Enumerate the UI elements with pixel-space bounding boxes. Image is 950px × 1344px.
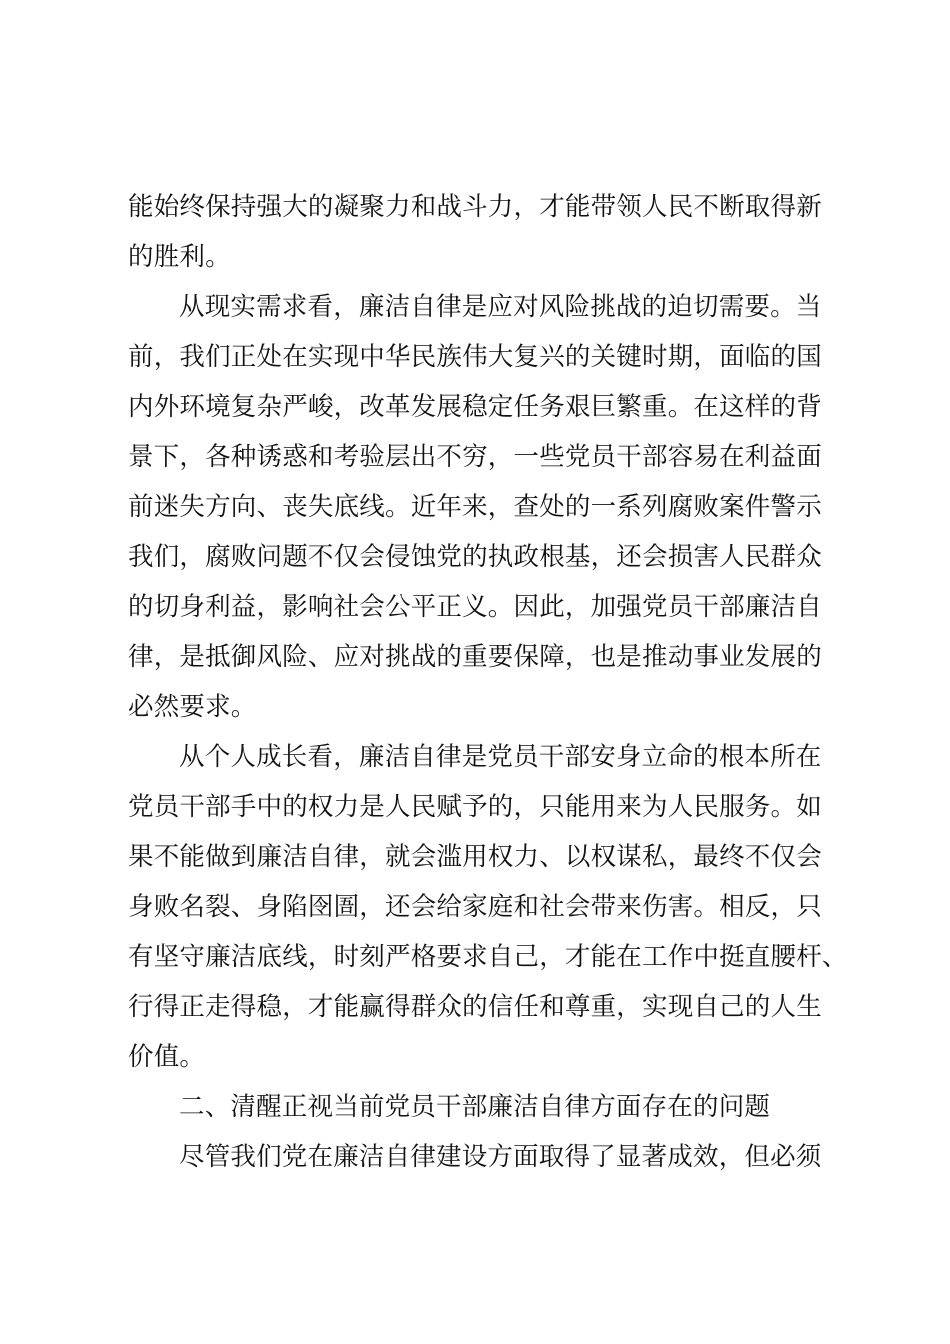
text-line: 行得正走得稳，才能赢得群众的信任和尊重，实现自己的人生 [128, 992, 822, 1022]
text-line: 前迷失方向、丧失底线。近年来，查处的一系列腐败案件警示 [128, 492, 822, 522]
text-line: 我们，腐败问题不仅会侵蚀党的执政根基，还会损害人民群众 [128, 542, 822, 572]
text-line: 律，是抵御风险、应对挑战的重要保障，也是推动事业发展的 [128, 642, 822, 672]
paragraph-start-line: 从个人成长看，廉洁自律是党员干部安身立命的根本所在 [179, 742, 822, 772]
text-line: 的胜利。 [128, 242, 231, 272]
text-line: 有坚守廉洁底线，时刻严格要求自己，才能在工作中挺直腰杆、 [128, 942, 848, 972]
text-line: 身败名裂、身陷囹圄，还会给家庭和社会带来伤害。相反，只 [128, 892, 822, 922]
text-line: 景下，各种诱惑和考验层出不穷，一些党员干部容易在利益面 [128, 442, 822, 472]
paragraph-start-line: 尽管我们党在廉洁自律建设方面取得了显著成效，但必须 [179, 1142, 822, 1172]
text-line: 价值。 [128, 1042, 206, 1072]
text-line: 内外环境复杂严峻，改革发展稳定任务艰巨繁重。在这样的背 [128, 392, 822, 422]
text-line: 能始终保持强大的凝聚力和战斗力，才能带领人民不断取得新 [128, 192, 822, 222]
text-line: 党员干部手中的权力是人民赋予的，只能用来为人民服务。如 [128, 792, 822, 822]
document-body [128, 182, 848, 1182]
text-line: 果不能做到廉洁自律，就会滥用权力、以权谋私，最终不仅会 [128, 842, 822, 872]
section-heading: 二、清醒正视当前党员干部廉洁自律方面存在的问题 [179, 1092, 771, 1122]
paragraph-start-line: 从现实需求看，廉洁自律是应对风险挑战的迫切需要。当 [179, 292, 822, 322]
text-line: 前，我们正处在实现中华民族伟大复兴的关键时期，面临的国 [128, 342, 822, 372]
text-line: 必然要求。 [128, 692, 257, 722]
text-line: 的切身利益，影响社会公平正义。因此，加强党员干部廉洁自 [128, 592, 822, 622]
